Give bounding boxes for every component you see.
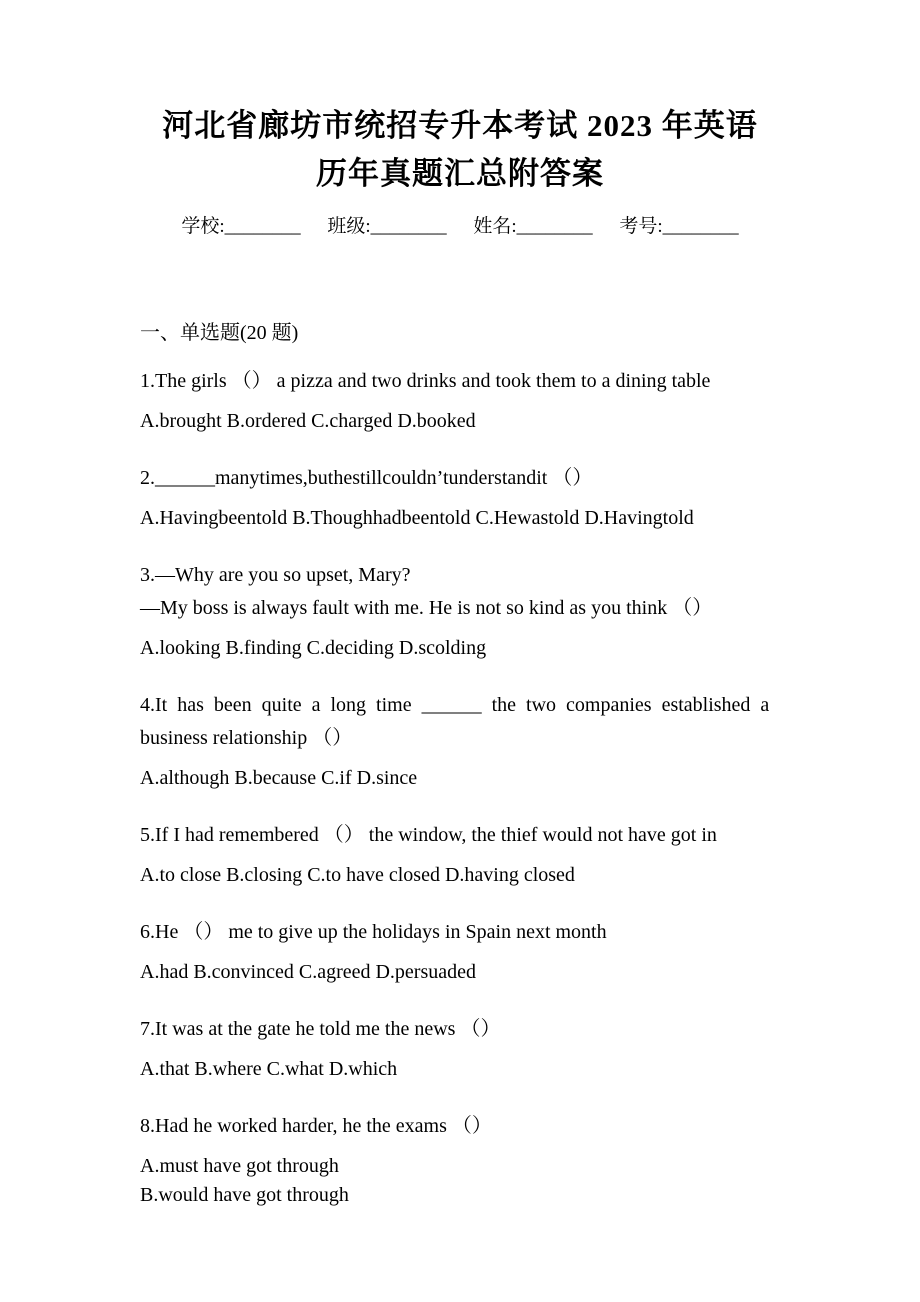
- document-title-line1: 河北省廊坊市统招专升本考试 2023 年英语: [162, 108, 758, 143]
- question-8: [140, 1110, 780, 1208]
- school-blank: 学校:________: [181, 216, 301, 237]
- student-info-line: [140, 212, 780, 242]
- class-blank: 班级:________: [327, 216, 447, 237]
- question-4: [140, 689, 780, 795]
- question-stem: 1.The girls （） a pizza and two drinks and took them to a dining table: [140, 370, 711, 392]
- exam-number-blank: 考号:________: [619, 216, 739, 237]
- document-title-line2: 历年真题汇总附答案: [316, 156, 604, 191]
- questions: [140, 365, 780, 1208]
- question-options: A.had B.convinced C.agreed D.persuaded: [140, 961, 476, 983]
- question-options: A.that B.where C.what D.which: [140, 1058, 398, 1080]
- question-options: A.Havingbeentold B.Thoughhadbeentold C.Hewastold D.Havingtold: [140, 507, 694, 529]
- question-stem: 2.______manytimes,buthestillcouldn’tunderstandit （）: [140, 467, 593, 489]
- question-stem: 3.—Why are you so upset, Mary?: [140, 564, 411, 586]
- section-heading: 一、单选题(20 题): [140, 322, 299, 344]
- question-3: [140, 559, 780, 665]
- question-options: A.brought B.ordered C.charged D.booked: [140, 410, 476, 432]
- document-title: [140, 102, 780, 198]
- question-7: [140, 1013, 780, 1086]
- question-5: [140, 819, 780, 892]
- question-6: [140, 916, 780, 989]
- question-2: [140, 462, 780, 535]
- question-stem: —My boss is always fault with me. He is not so kind as you think （）: [140, 597, 713, 619]
- name-blank: 姓名:________: [473, 216, 593, 237]
- question-stem: 8.Had he worked harder, he the exams （）: [140, 1115, 492, 1137]
- question-stem: 4.It has been quite a long time ______ the two companies established a: [140, 694, 770, 716]
- question-options: B.would have got through: [140, 1184, 349, 1206]
- question-stem: 7.It was at the gate he told me the news （）: [140, 1018, 501, 1040]
- question-1: [140, 365, 780, 438]
- question-options: A.to close B.closing C.to have closed D.having closed: [140, 864, 575, 886]
- question-stem: business relationship （）: [140, 727, 353, 749]
- question-options: A.must have got through: [140, 1155, 339, 1177]
- question-stem: 6.He （） me to give up the holidays in Spain next month: [140, 921, 607, 943]
- question-options: A.looking B.finding C.deciding D.scolding: [140, 637, 487, 659]
- question-options: A.although B.because C.if D.since: [140, 767, 418, 789]
- question-stem: 5.If I had remembered （） the window, the thief would not have got in: [140, 824, 717, 846]
